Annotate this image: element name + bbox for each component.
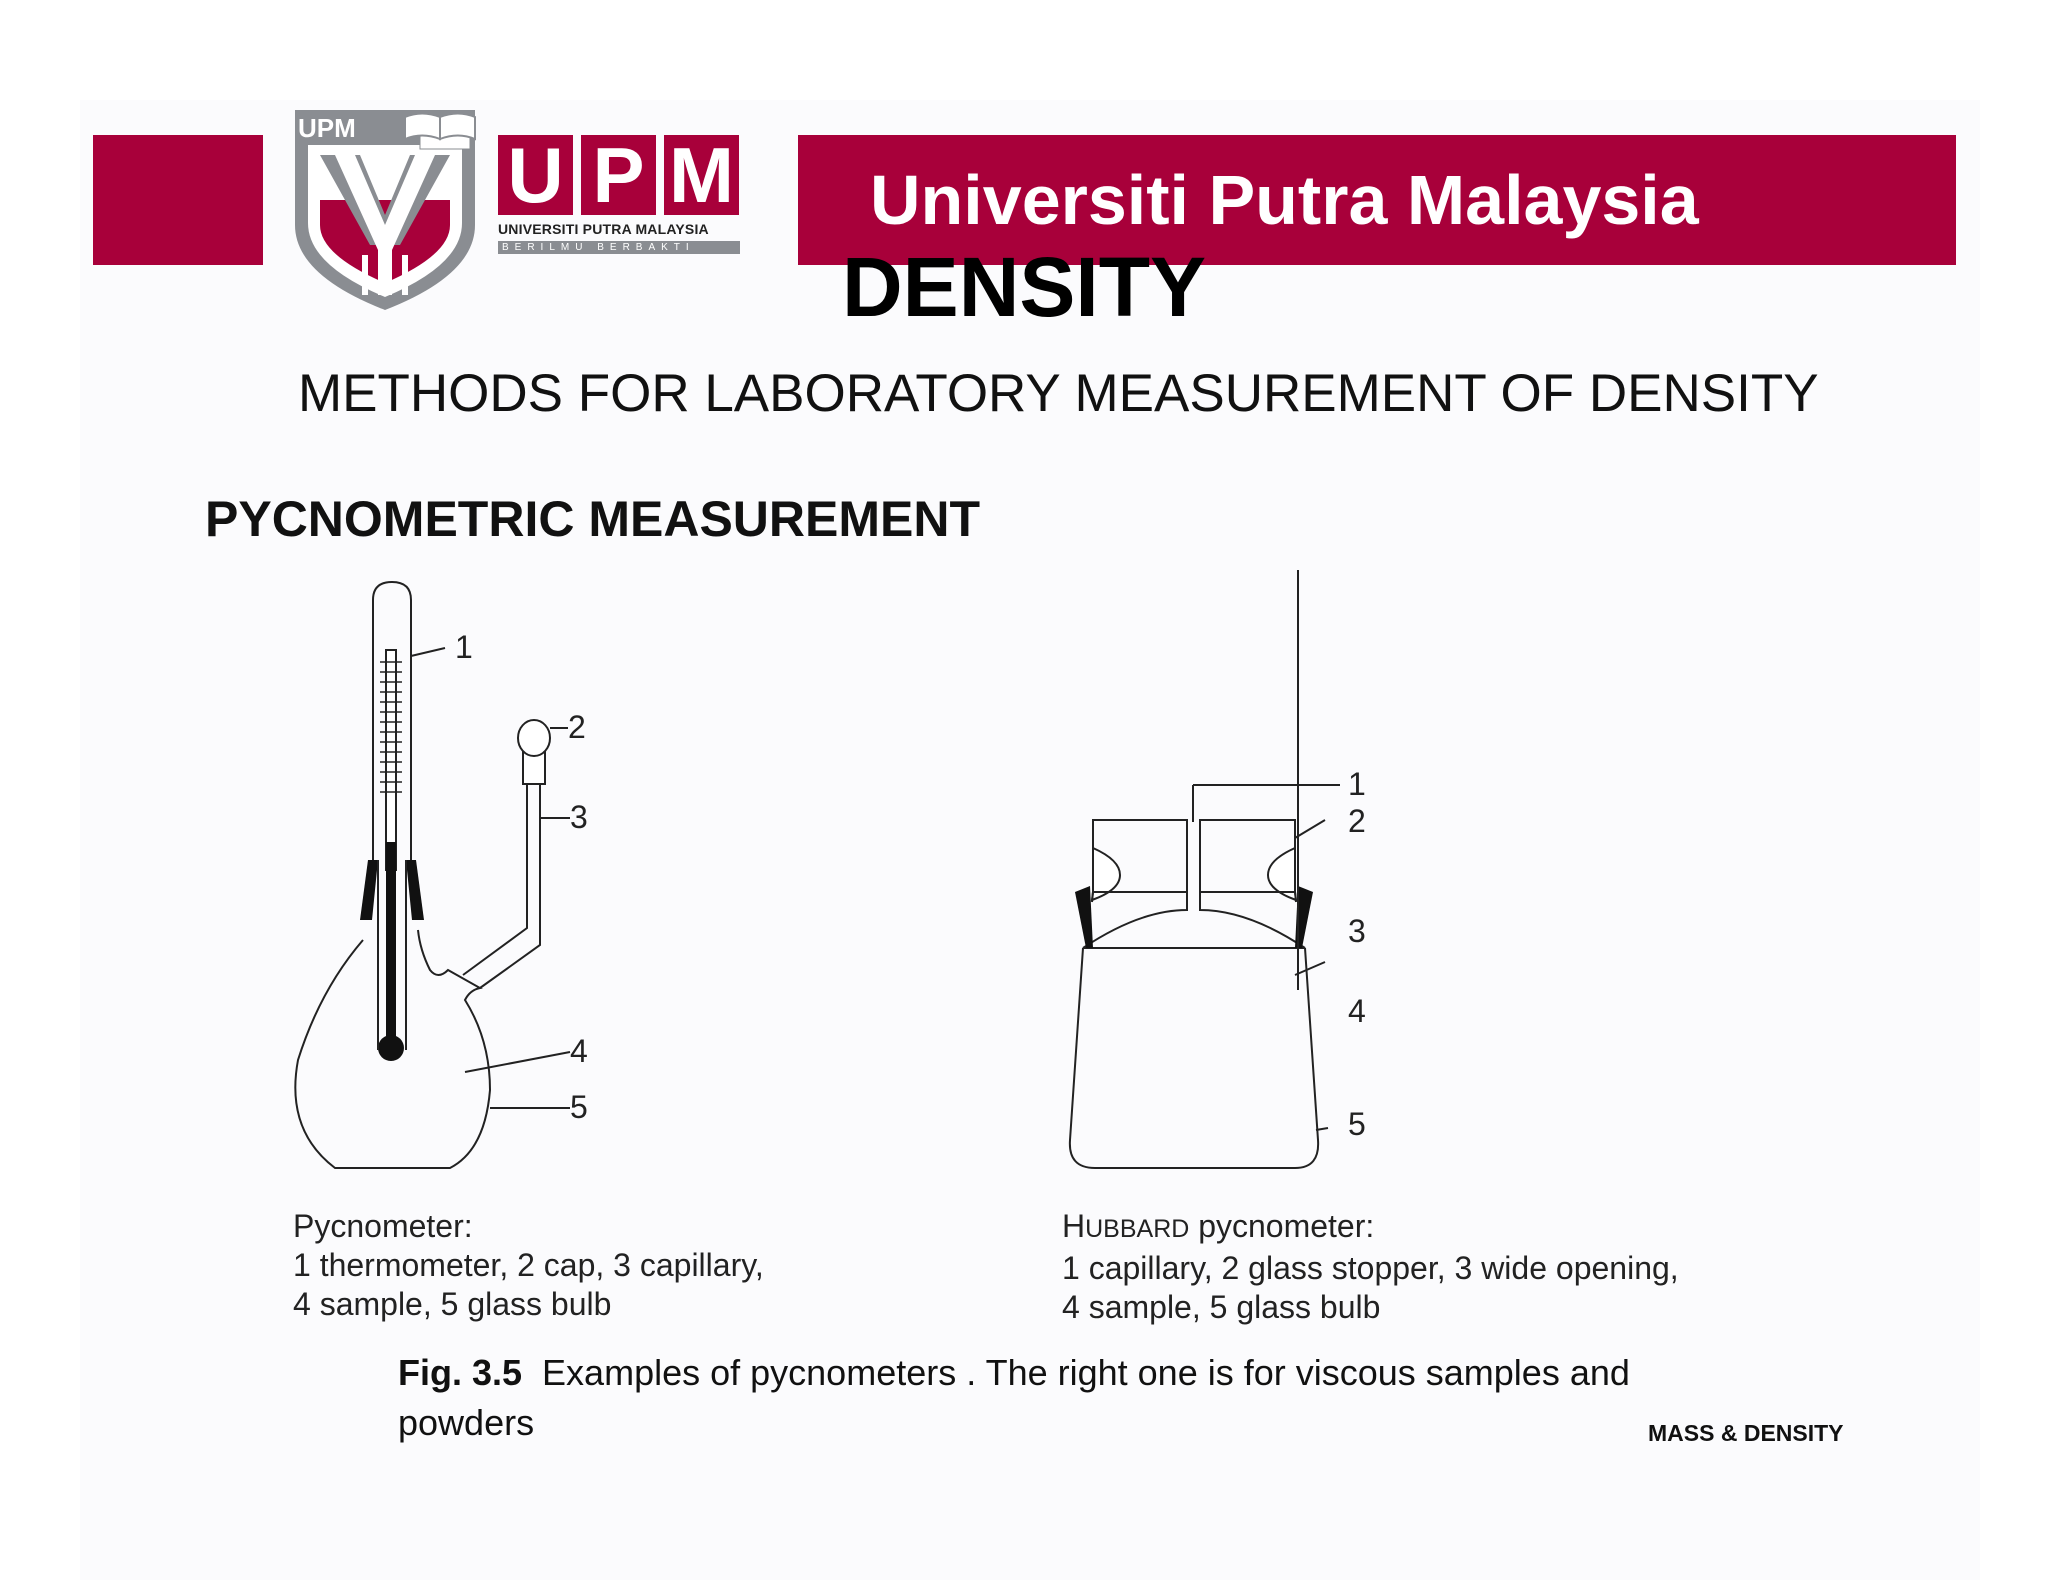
- right-label-1: 1: [1348, 766, 1366, 802]
- pycnometer-diagrams: [280, 570, 1880, 1190]
- right-caption: [1062, 1207, 1679, 1327]
- right-caption-line2: 4 sample, 5 glass bulb: [1062, 1289, 1381, 1325]
- upm-letter: P: [581, 135, 656, 215]
- right-label-3: 3: [1348, 913, 1366, 949]
- figure-caption-label: Fig. 3.5: [398, 1352, 523, 1393]
- left-label-4: 4: [570, 1033, 588, 1069]
- footer-label: MASS & DENSITY: [1648, 1420, 1844, 1446]
- left-caption-title: Pycnometer:: [293, 1208, 473, 1244]
- left-caption-line2: 4 sample, 5 glass bulb: [293, 1286, 612, 1322]
- left-label-5: 5: [570, 1089, 588, 1125]
- page-subtitle: METHODS FOR LABORATORY MEASUREMENT OF DENSITY: [298, 364, 1819, 423]
- pycnometer-right-drawing: [1070, 570, 1340, 1168]
- left-label-2: 2: [568, 709, 586, 745]
- page-title: DENSITY: [842, 240, 1207, 334]
- left-label-1: 1: [455, 629, 473, 665]
- section-heading: PYCNOMETRIC MEASUREMENT: [205, 491, 981, 547]
- upm-shield-logo: [290, 105, 480, 315]
- shield-label: UPM: [298, 113, 356, 143]
- right-caption-line1: 1 capillary, 2 glass stopper, 3 wide opening,: [1062, 1250, 1679, 1286]
- right-label-4: 4: [1348, 993, 1366, 1029]
- upm-wordmark: [498, 131, 743, 254]
- left-caption: [293, 1207, 764, 1324]
- right-label-2: 2: [1348, 803, 1366, 839]
- university-name: Universiti Putra Malaysia: [870, 161, 1699, 239]
- pycnometer-left-drawing: [295, 582, 570, 1168]
- right-caption-title-rest: pycnometer:: [1189, 1208, 1375, 1244]
- right-label-5: 5: [1348, 1106, 1366, 1142]
- left-label-3: 3: [570, 799, 588, 835]
- figure-caption: [398, 1348, 1658, 1448]
- left-caption-line1: 1 thermometer, 2 cap, 3 capillary,: [293, 1247, 764, 1283]
- upm-subtitle: UNIVERSITI PUTRA MALAYSIA: [498, 221, 709, 237]
- figure-caption-text: Examples of pycnometers . The right one is for viscous samples and powders: [398, 1352, 1630, 1443]
- header-band-left: [93, 135, 263, 265]
- upm-letter: M: [664, 135, 739, 215]
- right-caption-title-initial: H: [1062, 1208, 1086, 1244]
- upm-letter: U: [498, 135, 573, 215]
- right-caption-title-smallcaps: UBBARD: [1085, 1215, 1190, 1243]
- upm-motto: BERILMU BERBAKTI: [498, 241, 740, 254]
- right-caption-title: [1062, 1207, 1679, 1249]
